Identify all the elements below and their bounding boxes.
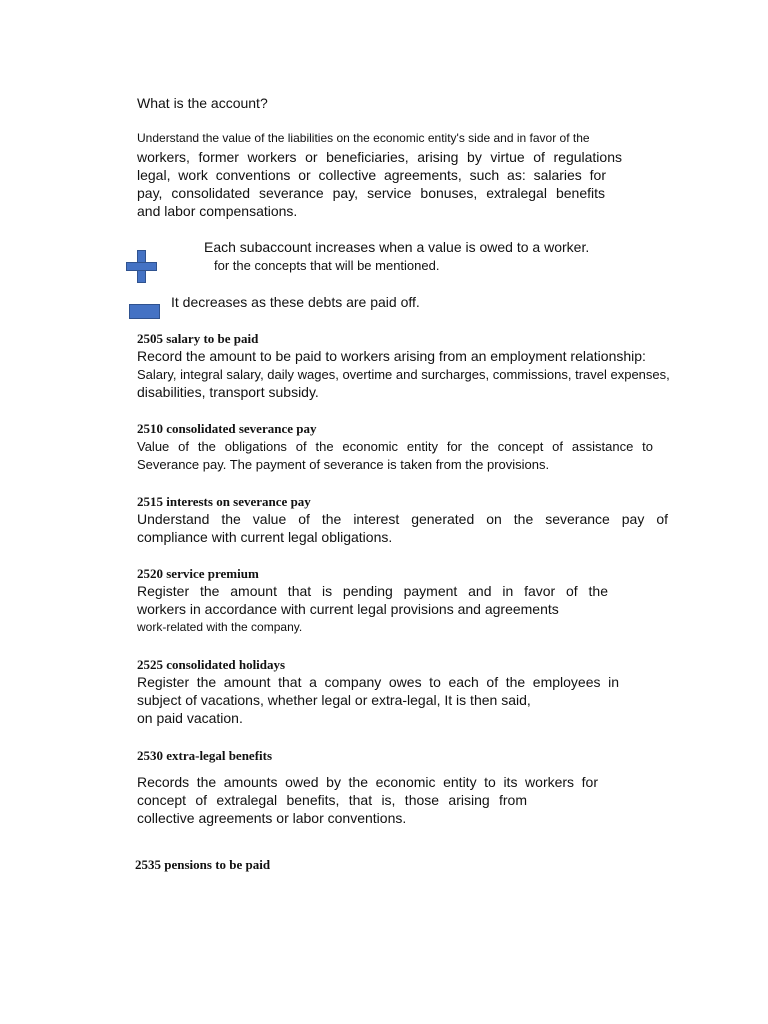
- section-line: compliance with current legal obligations.: [137, 529, 393, 545]
- section-line: Records the amounts owed by the economic entity to its workers for: [137, 774, 598, 790]
- section-line: Severance pay. The payment of severance is taken from the provisions.: [137, 457, 550, 472]
- section-heading: 2530 extra-legal benefits: [137, 748, 273, 763]
- section-line: Register the amount that is pending payment and in favor of the: [137, 583, 608, 599]
- section-heading: 2505 salary to be paid: [137, 331, 259, 346]
- section-line: on paid vacation.: [137, 710, 243, 726]
- section-line: workers in accordance with current legal provisions and agreements: [137, 601, 559, 617]
- section-line: Record the amount to be paid to workers arising from an employment relationship:: [137, 348, 646, 364]
- section-line: subject of vacations, whether legal or extra-legal, It is then said,: [137, 692, 531, 708]
- section-line: Value of the obligations of the economic entity for the concept of assistance to: [137, 439, 653, 454]
- decrease-text: It decreases as these debts are paid off.: [171, 294, 420, 310]
- intro-line: workers, former workers or beneficiaries, arising by virtue of regulations: [137, 149, 622, 165]
- section-heading: 2525 consolidated holidays: [137, 657, 286, 672]
- section-line: Salary, integral salary, daily wages, overtime and surcharges, commissions, travel expenses,: [137, 367, 670, 382]
- section-line: collective agreements or labor conventions.: [137, 810, 407, 826]
- intro-question: What is the account?: [137, 95, 268, 111]
- increase-subtext: for the concepts that will be mentioned.: [214, 258, 440, 273]
- section-heading: 2535 pensions to be paid: [135, 857, 271, 872]
- intro-line: Understand the value of the liabilities on the economic entity's side and in favor of the: [137, 131, 590, 145]
- intro-line: legal, work conventions or collective agreements, such as: salaries for: [137, 167, 606, 183]
- section-heading: 2510 consolidated severance pay: [137, 421, 317, 436]
- increase-text: Each subaccount increases when a value is owed to a worker.: [204, 239, 590, 255]
- plus-icon: [126, 250, 157, 283]
- section-line: disabilities, transport subsidy.: [137, 384, 319, 400]
- section-heading: 2520 service premium: [137, 566, 259, 581]
- section-line: concept of extralegal benefits, that is, those arising from: [137, 792, 527, 808]
- section-heading: 2515 interests on severance pay: [137, 494, 311, 509]
- minus-icon: [129, 304, 160, 319]
- section-line: work-related with the company.: [137, 620, 303, 634]
- intro-line: and labor compensations.: [137, 203, 298, 219]
- section-line: Understand the value of the interest generated on the severance pay of: [137, 511, 668, 527]
- intro-line: pay, consolidated severance pay, service bonuses, extralegal benefits: [137, 185, 605, 201]
- section-line: Register the amount that a company owes to each of the employees in: [137, 674, 619, 690]
